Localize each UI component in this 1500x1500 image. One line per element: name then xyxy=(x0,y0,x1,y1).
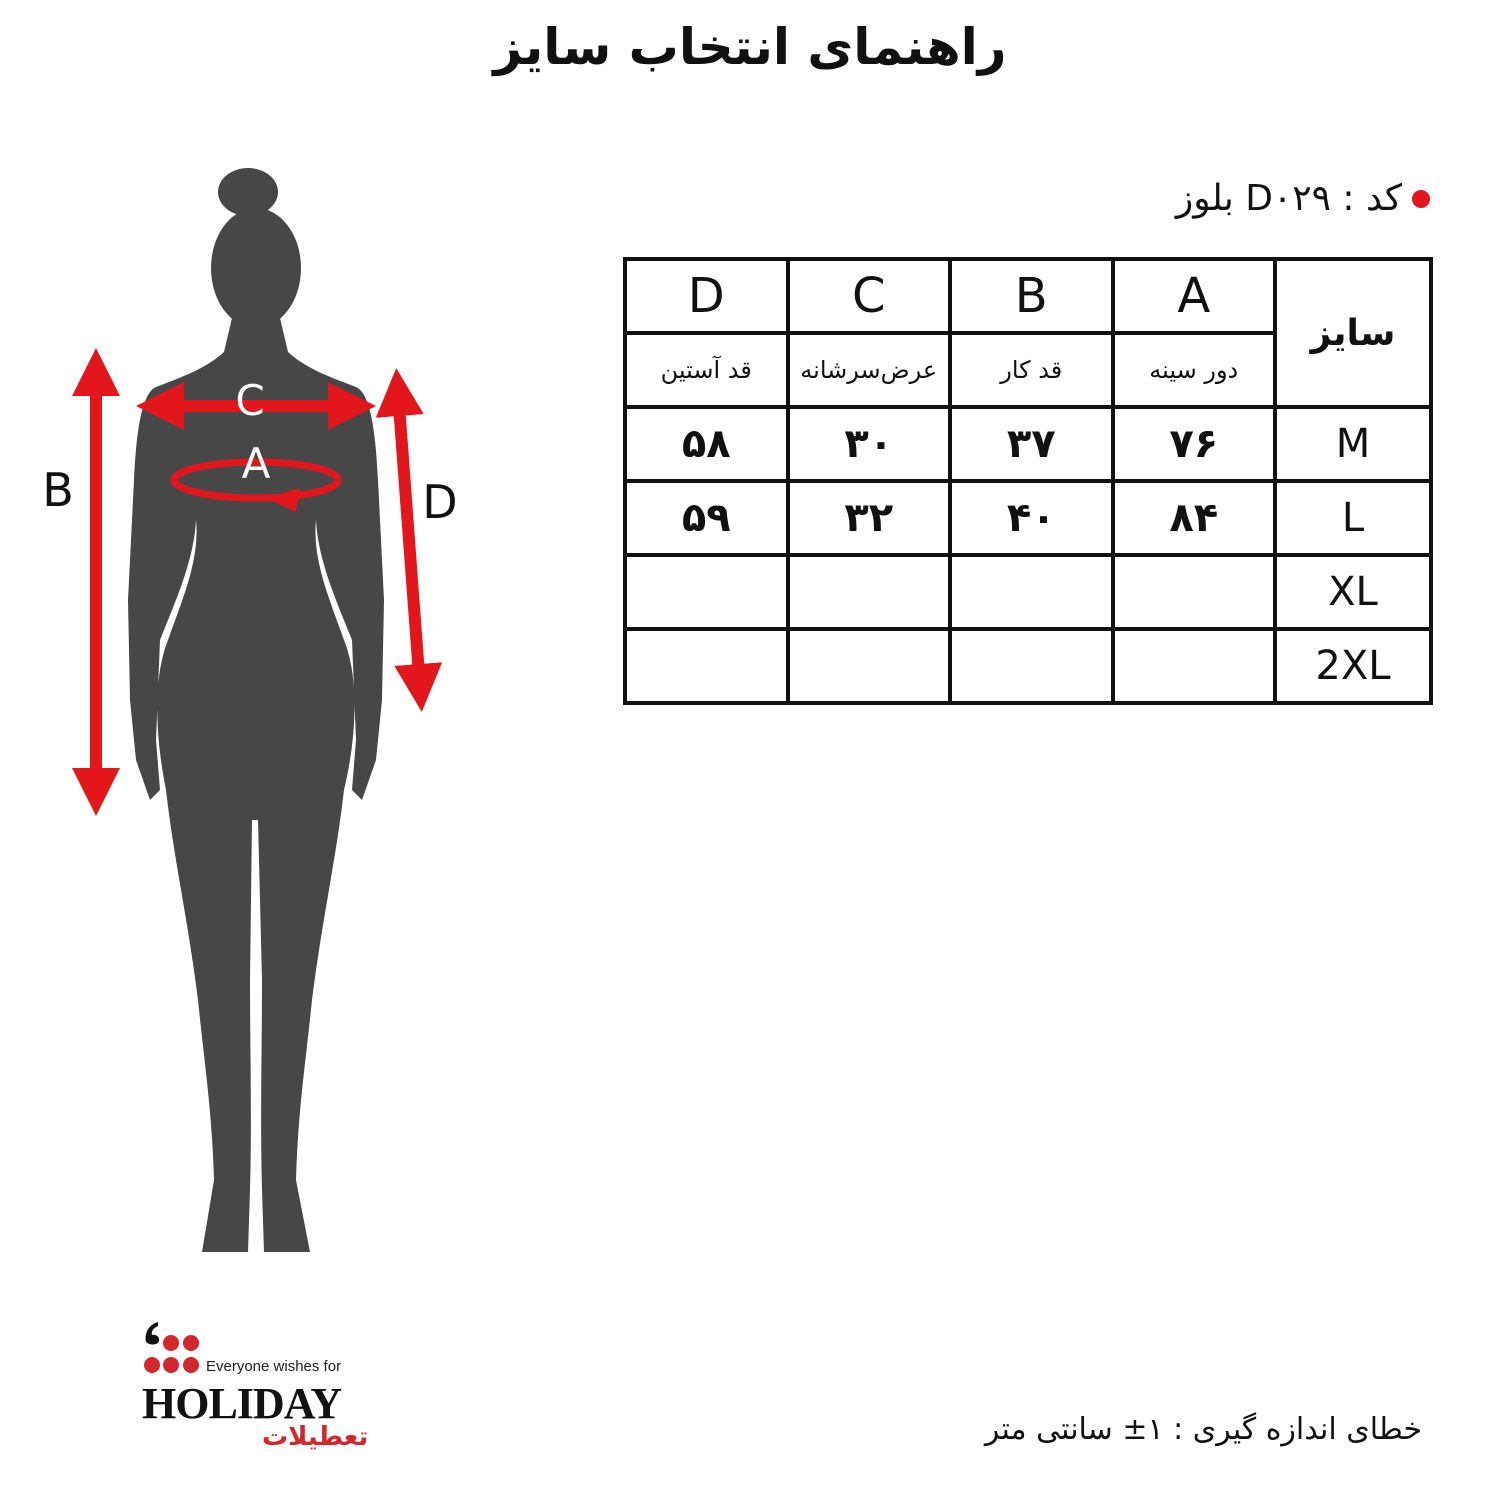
label-b: B xyxy=(42,463,74,517)
table-cell: ۴۰ xyxy=(950,481,1113,555)
quote-icon xyxy=(146,1322,160,1345)
size-label: XL xyxy=(1275,555,1431,629)
column-letter-b: B xyxy=(950,259,1113,333)
bullet-dot-icon xyxy=(1412,190,1430,208)
size-table xyxy=(623,257,1433,705)
page-title: راهنمای انتخاب سایز xyxy=(493,18,1007,76)
logo-dots-icon xyxy=(140,1320,210,1376)
table-row xyxy=(625,555,1431,629)
measurement-error-note: خطای اندازه گیری : ۱± سانتی متر xyxy=(984,1412,1422,1447)
column-name-shoulder: عرض‌سرشانه xyxy=(788,333,951,407)
size-label: M xyxy=(1275,407,1431,481)
hair-bun-shape xyxy=(218,168,278,216)
table-cell xyxy=(788,555,951,629)
table-cell: ۳۲ xyxy=(788,481,951,555)
table-cell: ۸۴ xyxy=(1113,481,1276,555)
table-cell xyxy=(950,629,1113,703)
table-cell xyxy=(1113,555,1276,629)
body-silhouette xyxy=(128,168,384,1252)
column-letter-a: A xyxy=(1113,259,1276,333)
table-cell xyxy=(625,555,788,629)
table-row xyxy=(625,481,1431,555)
product-code xyxy=(1176,178,1430,219)
table-cell: ۵۹ xyxy=(625,481,788,555)
table-row xyxy=(625,629,1431,703)
table-cell: ۷۶ xyxy=(1113,407,1276,481)
logo-tagline: Everyone wishes for xyxy=(206,1358,342,1375)
table-row xyxy=(625,407,1431,481)
size-label: 2XL xyxy=(1275,629,1431,703)
label-c: C xyxy=(235,376,265,425)
table-cell xyxy=(788,629,951,703)
table-cell: ۳۰ xyxy=(788,407,951,481)
column-letter-c: C xyxy=(788,259,951,333)
label-d: D xyxy=(422,475,458,529)
logo-name-fa: تعطیلات xyxy=(262,1422,369,1452)
product-code-text: کد : D۰۲۹ بلوز xyxy=(1175,178,1402,219)
label-a: A xyxy=(241,439,271,488)
table-cell: ۳۷ xyxy=(950,407,1113,481)
arrow-d-sleeve xyxy=(398,392,420,688)
column-name-sleeve: قد آستین xyxy=(625,333,788,407)
brand-logo xyxy=(140,1320,400,1460)
body-figure-svg xyxy=(0,150,520,1260)
table-cell: ۵۸ xyxy=(625,407,788,481)
column-letter-d: D xyxy=(625,259,788,333)
logo-name: HOLIDAY xyxy=(142,1379,342,1428)
head-shape xyxy=(211,208,301,328)
table-cell xyxy=(1113,629,1276,703)
column-name-length: قد کار xyxy=(950,333,1113,407)
size-label: L xyxy=(1275,481,1431,555)
table-cell xyxy=(950,555,1113,629)
table-cell xyxy=(625,629,788,703)
column-name-chest: دور سینه xyxy=(1113,333,1276,407)
size-column-header: سایز xyxy=(1275,259,1431,407)
body-measurement-figure xyxy=(0,150,520,1260)
